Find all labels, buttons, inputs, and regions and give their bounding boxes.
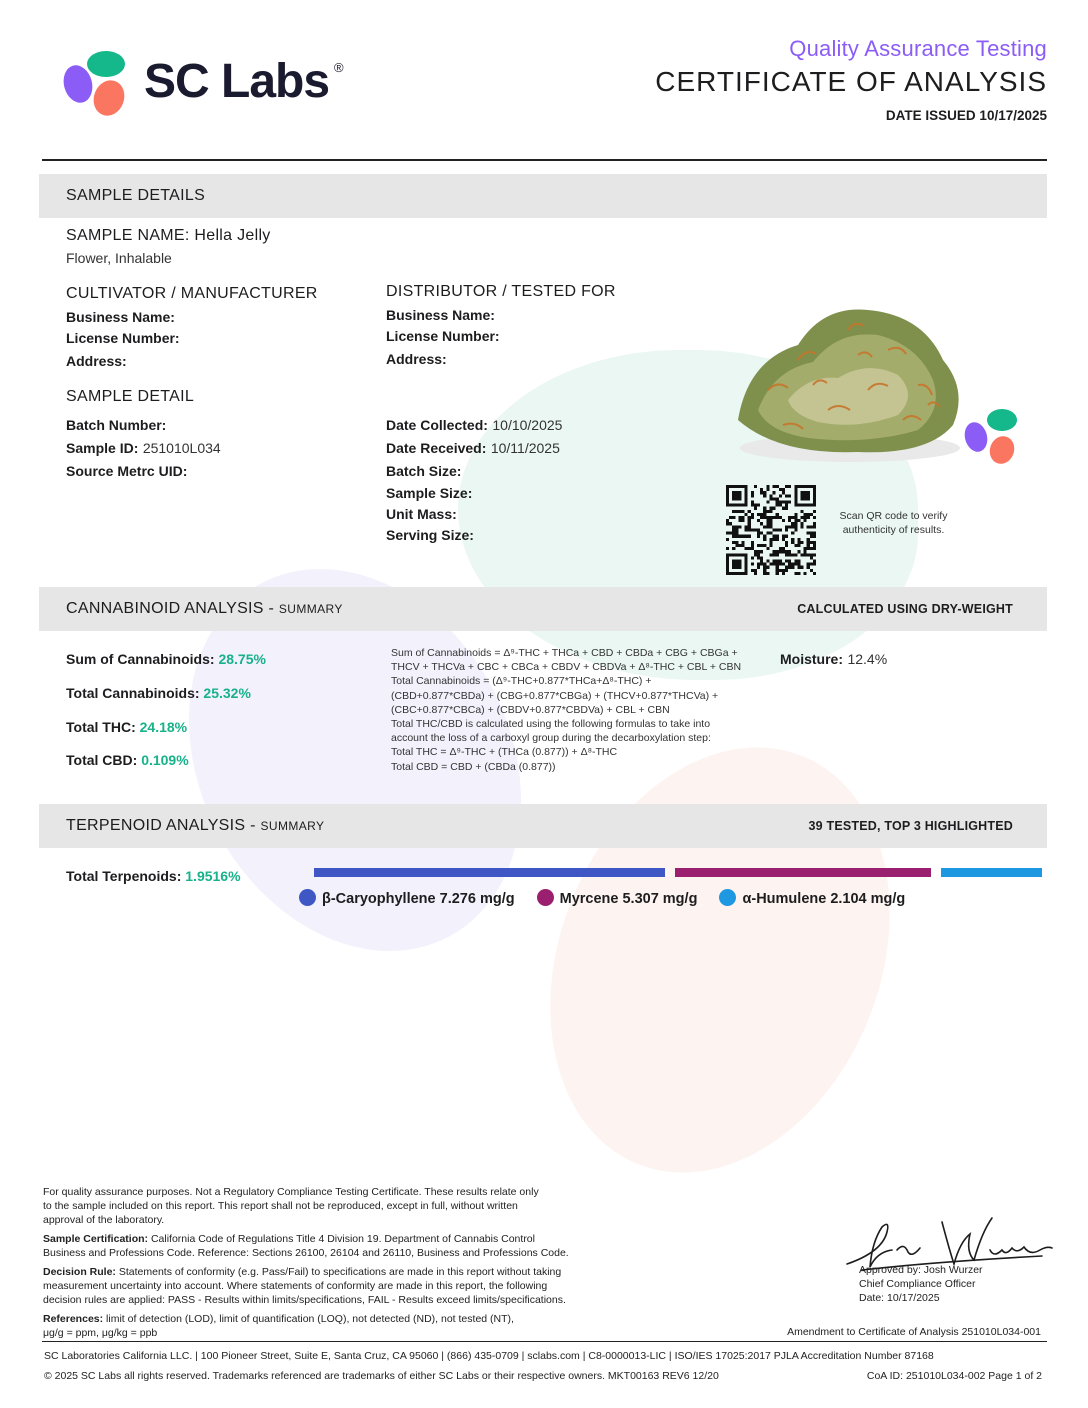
total-thc: Total THC: 24.18% (66, 719, 188, 735)
date-issued: DATE ISSUED 10/17/2025 (885, 108, 1047, 123)
sample-id: Sample ID: 251010L034 (66, 440, 221, 456)
serving-size: Serving Size: (386, 527, 474, 543)
terpene-legend (299, 889, 905, 907)
flower-bud-icon (728, 290, 973, 475)
terpene-bar-segment-alpha-humulene (941, 868, 1042, 877)
cannabinoid-dry-weight-note: CALCULATED USING DRY-WEIGHT (797, 602, 1013, 616)
sample-detail-title: SAMPLE DETAIL (66, 388, 195, 405)
sum-cannabinoids: Sum of Cannabinoids: 28.75% (66, 651, 266, 667)
logo (62, 48, 362, 123)
references: References: limit of detection (LOD), limit of quantification (LOQ), not detected (ND), not tested (NT), μg/g = ppm, μg/kg = ppb (43, 1313, 514, 1339)
alpha-humulene-dot-icon (719, 889, 736, 906)
approval-block (859, 1263, 983, 1305)
unit-mass: Unit Mass: (386, 506, 457, 522)
source-metrc-uid: Source Metrc UID: (66, 463, 188, 479)
sample-certification: Sample Certification: California Code of Regulations Title 4 Division 19. Department of Cannabis Control Business and Professions Code. Reference: Sections 26100, 26104 and 26110, Business and Professions Code. (43, 1233, 569, 1259)
doc-title: CERTIFICATE OF ANALYSIS (655, 66, 1047, 97)
cultivator-title: CULTIVATOR / MANUFACTURER (66, 285, 318, 302)
cannabinoid-title: CANNABINOID ANALYSIS - SUMMARY (66, 600, 343, 617)
terpene-bar-segment-beta-caryophyllene (314, 868, 665, 877)
distributor-address: Address: (386, 351, 447, 367)
brand-registered: ® (334, 60, 344, 75)
cannabinoid-band (39, 587, 1047, 631)
qr-caption: Scan QR code to verify authenticity of results. (839, 510, 948, 537)
brand-name: SC Labs (144, 55, 330, 108)
approver-title: Chief Compliance Officer (859, 1278, 976, 1290)
cannabinoid-formulas: Sum of Cannabinoids = Δ⁹-THC + THCa + CBD + CBDa + CBG + CBGa + THCV + THCVa + CBC + CBCa + CBDV + CBDVa + Δ⁸-THC + CBL + CBN Total Cannabinoids = (Δ⁹-THC+0.877*THCa+Δ⁸-THC) + (CBD+0.877*CBDa) + (CBG+0.877*CBGa) + (THCV+0.877*THCVa) + (CBC+0.877*CBCa) + (CBDV+0.877*CBDVa) + CBL + CBN Total THC/CBD is calculated using the following formulas to take into account the loss of a carboxyl group during the decarboxylation step: Total THC = Δ⁹-THC + (THCa (0.877)) + Δ⁸-THC Total CBD = CBD + (CBDa (0.877)) (391, 647, 742, 773)
total-cannabinoids: Total Cannabinoids: 25.32% (66, 685, 251, 701)
lab-address: SC Laboratories California LLC. | 100 Pioneer Street, Suite E, Santa Cruz, CA 95060 | (866) 435-0709 | sclabs.com | C8-0000013-LIC | ISO/IES 17025:2017 PJLA Accreditation Number 87168 (44, 1350, 934, 1362)
qr-code-icon (726, 485, 816, 575)
sample-photo (728, 290, 973, 475)
approval-date: Date: 10/17/2025 (859, 1292, 940, 1304)
qa-title: Quality Assurance Testing (789, 36, 1047, 61)
terpene-legend-item: α-Humulene 2.104 mg/g (719, 891, 905, 907)
terpene-bar (314, 868, 1042, 877)
distributor-title: DISTRIBUTOR / TESTED FOR (386, 283, 616, 300)
distributor-license-number: License Number: (386, 328, 500, 344)
date-received: Date Received: 10/11/2025 (386, 440, 560, 456)
batch-size: Batch Size: (386, 463, 462, 479)
bg-coral-blob (489, 696, 951, 1224)
terpene-legend-item: Myrcene 5.307 mg/g (537, 891, 702, 907)
approved-by: Approved by: Josh Wurzer (859, 1264, 983, 1276)
logo-mark-small-icon (962, 406, 1022, 466)
sample-details-band (39, 174, 1047, 218)
total-cbd: Total CBD: 0.109% (66, 752, 189, 768)
copyright: © 2025 SC Labs all rights reserved. Trademarks referenced are trademarks of either SC Labs or their respective owners. MKT00163 REV6 12/20 (44, 1370, 719, 1382)
amendment-note: Amendment to Certificate of Analysis 251010L034-001 (787, 1326, 1041, 1338)
sample-type: Flower, Inhalable (66, 250, 172, 266)
myrcene-dot-icon (537, 889, 554, 906)
terpene-bar-segment-myrcene (675, 868, 931, 877)
date-collected: Date Collected: 10/10/2025 (386, 417, 563, 433)
beta-caryophyllene-dot-icon (299, 889, 316, 906)
terpenoid-band (39, 804, 1047, 848)
header-divider (42, 159, 1047, 161)
cultivator-business-name: Business Name: (66, 309, 175, 325)
qr-code[interactable] (726, 485, 816, 575)
sample-details-title: SAMPLE DETAILS (66, 187, 206, 204)
batch-number: Batch Number: (66, 417, 167, 433)
sample-name: SAMPLE NAME: Hella Jelly (66, 227, 271, 244)
terpenoid-title: TERPENOID ANALYSIS - SUMMARY (66, 817, 325, 834)
total-terpenoids: Total Terpenoids: 1.9516% (66, 868, 241, 884)
disclaimer: For quality assurance purposes. Not a Regulatory Compliance Testing Certificate. These results relate only to the sample included on this report. This report shall not be reproduced, except in full, without written approval of the laboratory. (43, 1186, 539, 1226)
footer-notes (43, 1185, 603, 1340)
coa-id: CoA ID: 251010L034-002 Page 1 of 2 (866, 1370, 1042, 1382)
distributor-business-name: Business Name: (386, 307, 495, 323)
logo-mark-icon (62, 48, 132, 120)
footer-divider (42, 1341, 1047, 1342)
cultivator-address: Address: (66, 353, 127, 369)
terpene-legend-item: β-Caryophyllene 7.276 mg/g (299, 891, 519, 907)
cultivator-license-number: License Number: (66, 330, 180, 346)
moisture: Moisture: 12.4% (780, 651, 888, 667)
decision-rule: Decision Rule: Statements of conformity (e.g. Pass/Fail) to specifications are made in this report without taking measurement uncertainty into account. Where statements of conformity are made in this report, the following decision rules are applied: PASS - Results within limits/specifications, FAIL - Results exceed limits/specifications. (43, 1266, 566, 1306)
sample-size: Sample Size: (386, 485, 473, 501)
terpenoid-tested-note: 39 TESTED, TOP 3 HIGHLIGHTED (808, 819, 1013, 833)
